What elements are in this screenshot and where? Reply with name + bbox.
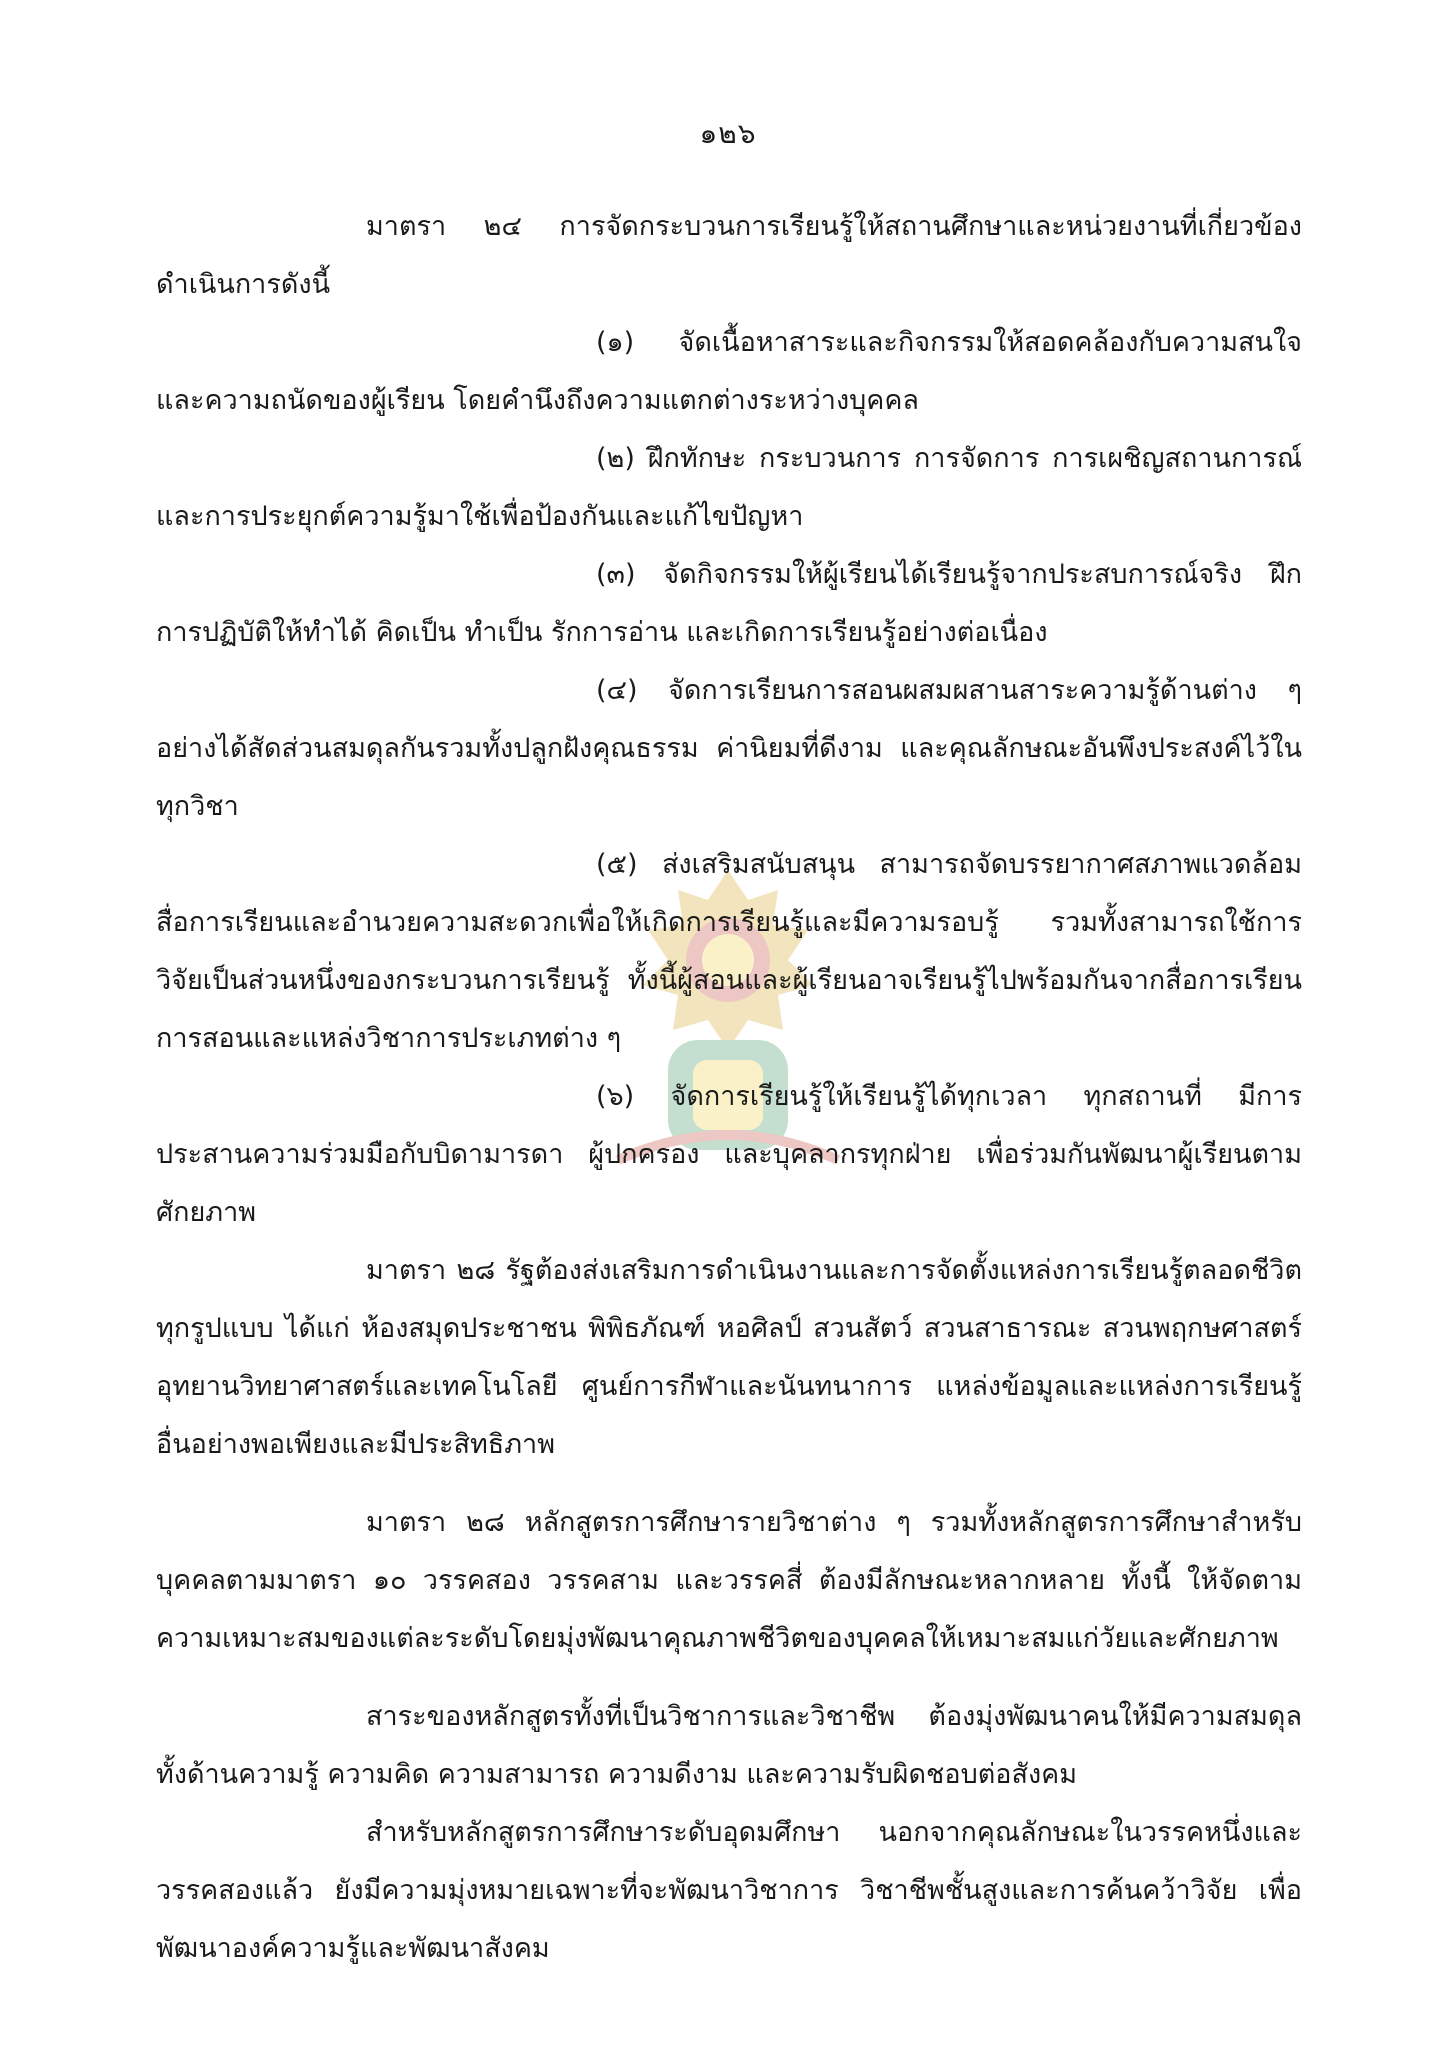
section-24-item-2: (๒) ฝึกทักษะ กระบวนการ การจัดการ การเผชิญสถานการณ์และการประยุกต์ความรู้มาใช้เพื่อป้องกันและแก้ไขปัญหา <box>156 443 1302 532</box>
section-28-paragraph-3: สำหรับหลักสูตรการศึกษาระดับอุดมศึกษา นอกจากคุณลักษณะในวรรคหนึ่งและวรรคสองแล้ว ยังมีความมุ่งหมายเฉพาะที่จะพัฒนาวิชาการ วิชาชีพชั้นสูงและการค้นคว้าวิจัย เพื่อพัฒนาองค์ความรู้และพัฒนาสังคม <box>156 1817 1302 1964</box>
section-25: มาตรา ๒๘ รัฐต้องส่งเสริมการดำเนินงานและการจัดตั้งแหล่งการเรียนรู้ตลอดชีวิตทุกรูปแบบ ได้แก่ ห้องสมุดประชาชน พิพิธภัณฑ์ หอศิลป์ สวนสัตว์ สวนสาธารณะ สวนพฤกษศาสตร์ อุทยานวิทยาศาสตร์และเทคโนโลยี ศูนย์การกีฬาและนันทนาการ แหล่งข้อมูลและแหล่งการเรียนรู้อื่นอย่างพอเพียงและมีประสิทธิภาพ <box>156 1255 1302 1460</box>
document-body <box>156 198 1302 1978</box>
section-24-item-5: (๕) ส่งเสริมสนับสนุน สามารถจัดบรรยากาศสภาพแวดล้อม สื่อการเรียนและอำนวยความสะดวกเพื่อให้เกิดการเรียนรู้และมีความรอบรู้ รวมทั้งสามารถใช้การวิจัยเป็นส่วนหนึ่งของกระบวนการเรียนรู้ ทั้งนี้ผู้สอนและผู้เรียนอาจเรียนรู้ไปพร้อมกันจากสื่อการเรียนการสอนและแหล่งวิชาการประเภทต่าง ๆ <box>156 849 1302 1054</box>
section-24-item-1: (๑) จัดเนื้อหาสาระและกิจกรรมให้สอดคล้องกับความสนใจและความถนัดของผู้เรียน โดยคำนึงถึงความแตกต่างระหว่างบุคคล <box>156 327 1302 416</box>
section-24-item-3: (๓) จัดกิจกรรมให้ผู้เรียนได้เรียนรู้จากประสบการณ์จริง ฝึกการปฏิบัติให้ทำได้ คิดเป็น ทำเป็น รักการอ่าน และเกิดการเรียนรู้อย่างต่อเนื่อง <box>156 559 1302 648</box>
page-number: ๑๒๖ <box>699 117 757 150</box>
section-28-paragraph-2: สาระของหลักสูตรทั้งที่เป็นวิชาการและวิชาชีพ ต้องมุ่งพัฒนาคนให้มีความสมดุลทั้งด้านความรู้ ความคิด ความสามารถ ความดีงาม และความรับผิดชอบต่อสังคม <box>156 1701 1302 1790</box>
section-24-intro: มาตรา ๒๔ การจัดกระบวนการเรียนรู้ให้สถานศึกษาและหน่วยงานที่เกี่ยวข้อง ดำเนินการดังนี้ <box>156 211 1302 300</box>
section-24-item-4: (๔) จัดการเรียนการสอนผสมผสานสาระความรู้ด้านต่าง ๆ อย่างได้สัดส่วนสมดุลกันรวมทั้งปลูกฝังคุณธรรม ค่านิยมที่ดีงาม และคุณลักษณะอันพึงประสงค์ไว้ในทุกวิชา <box>156 675 1302 822</box>
section-28: มาตรา ๒๘ หลักสูตรการศึกษารายวิชาต่าง ๆ รวมทั้งหลักสูตรการศึกษาสำหรับบุคคลตามมาตรา ๑๐ วรรคสอง วรรคสาม และวรรคสี่ ต้องมีลักษณะหลากหลาย ทั้งนี้ ให้จัดตามความเหมาะสมของแต่ละระดับโดยมุ่งพัฒนาคุณภาพชีวิตของบุคคลให้เหมาะสมแก่วัยและศักยภาพ <box>156 1507 1302 1654</box>
section-24-item-6: (๖) จัดการเรียนรู้ให้เรียนรู้ได้ทุกเวลา ทุกสถานที่ มีการประสานความร่วมมือกับบิดามารดา ผู้ปกครอง และบุคลากรทุกฝ่าย เพื่อร่วมกันพัฒนาผู้เรียนตามศักยภาพ <box>156 1081 1302 1228</box>
